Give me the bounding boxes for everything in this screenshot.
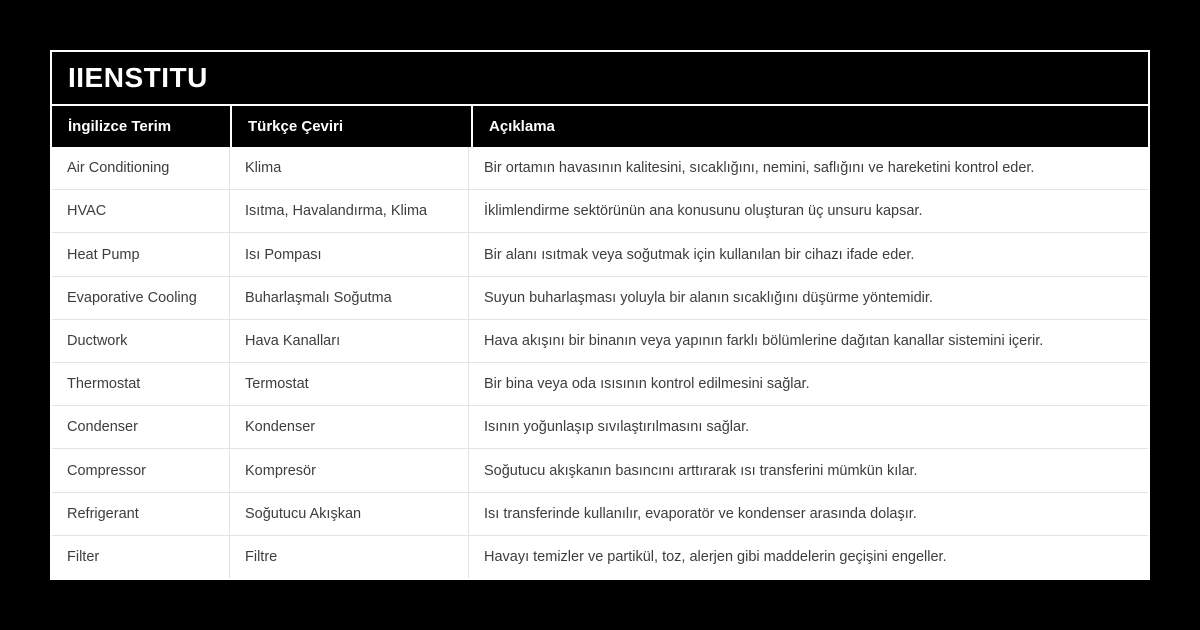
translation-cell: Isıtma, Havalandırma, Klima — [230, 190, 469, 232]
description-cell: Bir bina veya oda ısısının kontrol edilmesini sağlar. — [484, 376, 810, 393]
table-row — [52, 147, 1148, 190]
table-row — [52, 406, 1148, 449]
table-row — [52, 190, 1148, 233]
table-row — [52, 320, 1148, 363]
table-row — [52, 536, 1148, 578]
translation-cell: Klima — [230, 147, 469, 189]
term-cell: Heat Pump — [52, 233, 230, 275]
description-cell: Isının yoğunlaşıp sıvılaştırılmasını sağlar. — [484, 419, 750, 436]
term-cell: Condenser — [52, 406, 230, 448]
term-cell: Refrigerant — [52, 493, 230, 535]
translation-cell: Soğutucu Akışkan — [230, 493, 469, 535]
term-cell: Air Conditioning — [52, 147, 230, 189]
translation-cell: Kondenser — [230, 406, 469, 448]
term-cell: Filter — [52, 536, 230, 578]
brand-title-bar — [52, 52, 1148, 104]
description-cell: Soğutucu akışkanın basıncını arttırarak ısı transferini mümkün kılar. — [484, 462, 918, 479]
description-cell: Havayı temizler ve partikül, toz, alerjen gibi maddelerin geçişini engeller. — [484, 548, 947, 565]
column-header-english-term: İngilizce Terim — [52, 106, 230, 147]
description-cell: Suyun buharlaşması yoluyla bir alanın sıcaklığını düşürme yöntemidir. — [484, 289, 933, 306]
description-cell: Bir alanı ısıtmak veya soğutmak için kullanılan bir cihazı ifade eder. — [484, 246, 915, 263]
description-cell: Hava akışını bir binanın veya yapının farklı bölümlerine dağıtan kanallar sistemini içerir. — [484, 332, 1044, 349]
table-row — [52, 233, 1148, 276]
term-cell: Ductwork — [52, 320, 230, 362]
table-header-row — [52, 106, 1148, 147]
table-body — [52, 147, 1148, 578]
term-cell: Evaporative Cooling — [52, 277, 230, 319]
translation-cell: Filtre — [230, 536, 469, 578]
term-cell: HVAC — [52, 190, 230, 232]
translation-cell: Isı Pompası — [230, 233, 469, 275]
table-row — [52, 449, 1148, 492]
description-cell: Isı transferinde kullanılır, evaporatör ve kondenser arasında dolaşır. — [484, 505, 917, 522]
column-header-description: Açıklama — [473, 106, 1148, 147]
glossary-card — [50, 50, 1150, 580]
description-cell: Bir ortamın havasının kalitesini, sıcaklığını, nemini, saflığını ve hareketini kontrol eder. — [484, 160, 1035, 177]
table-row — [52, 363, 1148, 406]
table-row — [52, 493, 1148, 536]
term-cell: Compressor — [52, 449, 230, 491]
translation-cell: Kompresör — [230, 449, 469, 491]
table-row — [52, 277, 1148, 320]
brand-title: IIENSTITU — [68, 62, 208, 93]
column-header-turkish-translation: Türkçe Çeviri — [232, 106, 471, 147]
description-cell: İklimlendirme sektörünün ana konusunu oluşturan üç unsuru kapsar. — [484, 203, 923, 220]
translation-cell: Hava Kanalları — [230, 320, 469, 362]
translation-cell: Buharlaşmalı Soğutma — [230, 277, 469, 319]
term-cell: Thermostat — [52, 363, 230, 405]
translation-cell: Termostat — [230, 363, 469, 405]
